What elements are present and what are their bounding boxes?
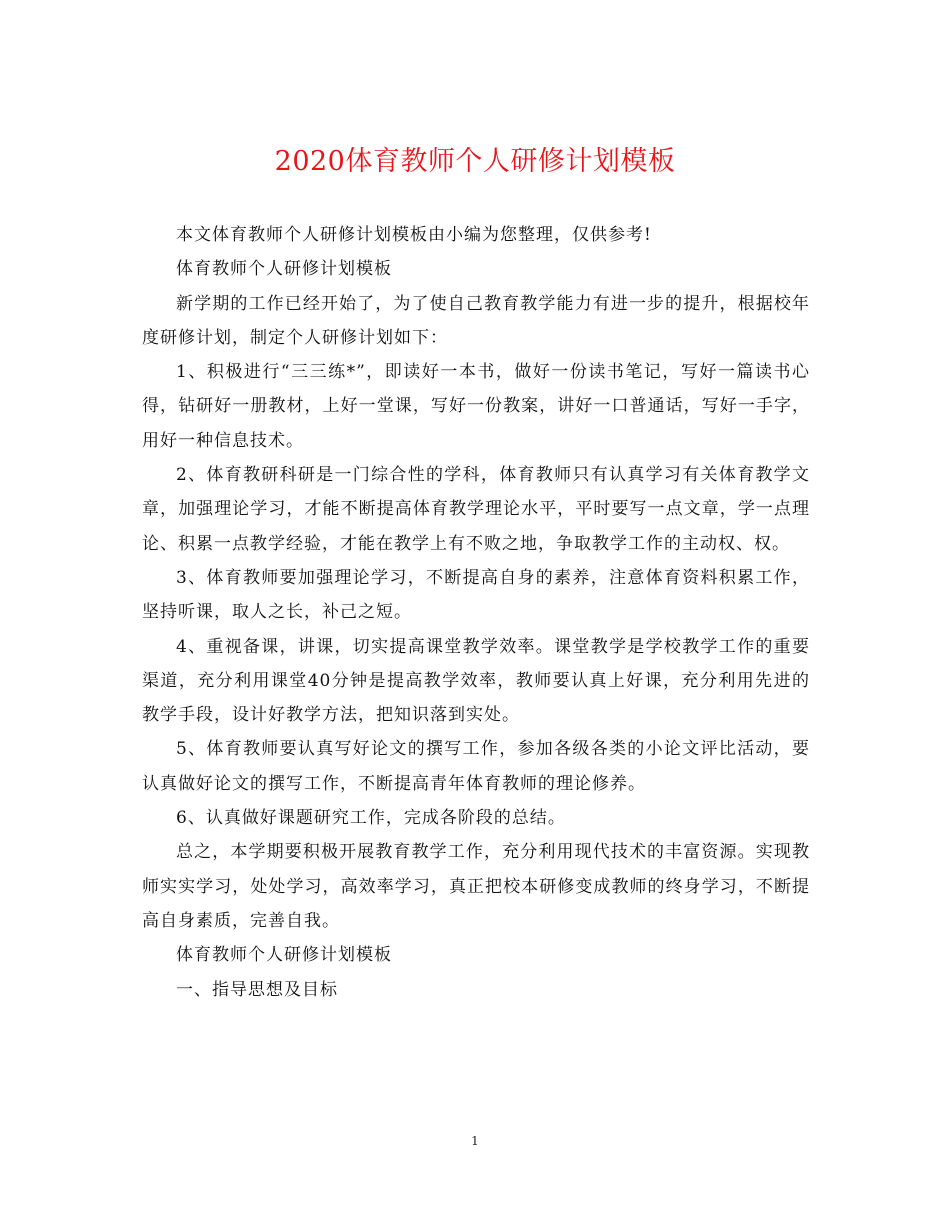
document-body — [142, 218, 810, 1007]
paragraph-subtitle-2: 体育教师个人研修计划模板 — [176, 945, 392, 966]
section-heading: 一、指导思想及目标 — [176, 979, 338, 1000]
paragraph-item-2: 2、体育教研科研是一门综合性的学科，体育教师只有认真学习有关体育教学文章，加强理论学习，才能不断提高体育教学理论水平，平时要写一点文章，学一点理论、积累一点教学经验，才能在教学上有不败之地，争取教学工作的主动权、权。 — [142, 465, 810, 554]
page-number: 1 — [471, 1134, 479, 1148]
paragraph-item-4: 4、重视备课，讲课，切实提高课堂教学效率。课堂教学是学校教学工作的重要渠道，充分利用课堂40分钟是提高教学效率，教师要认真上好课，充分利用先进的教学手段，设计好教学方法，把知识落到实处。 — [142, 636, 810, 726]
paragraph-intro: 本文体育教师个人研修计划模板由小编为您整理，仅供参考! — [176, 225, 652, 245]
paragraph-item-6: 6、认真做好课题研究工作，完成各阶段的总结。 — [176, 808, 566, 829]
paragraph-item-1: 1、积极进行“三三练*”，即读好一本书，做好一份读书笔记，写好一篇读书心得，钻研好一册教材，上好一堂课，写好一份教案，讲好一口普通话，写好一手字，用好一种信息技术。 — [142, 362, 810, 451]
document-title: 2020体育教师个人研修计划模板 — [274, 146, 676, 177]
paragraph-item-3: 3、体育教师要加强理论学习，不断提高自身的素养，注意体育资料积累工作，坚持听课，取人之长，补己之短。 — [142, 567, 810, 623]
paragraph-item-5: 5、体育教师要认真写好论文的撰写工作，参加各级各类的小论文评比活动，要认真做好论文的撰写工作，不断提高青年体育教师的理论修养。 — [142, 739, 810, 794]
paragraph-summary: 总之，本学期要积极开展教育教学工作，充分利用现代技术的丰富资源。实现教师实实学习，处处学习，高效率学习，真正把校本研修变成教师的终身学习，不断提高自身素质，完善自我。 — [142, 842, 810, 931]
paragraph-subtitle: 体育教师个人研修计划模板 — [176, 259, 392, 280]
paragraph-opening: 新学期的工作已经开始了，为了使自己教育教学能力有进一步的提升，根据校年度研修计划，制定个人研修计划如下： — [142, 293, 810, 348]
